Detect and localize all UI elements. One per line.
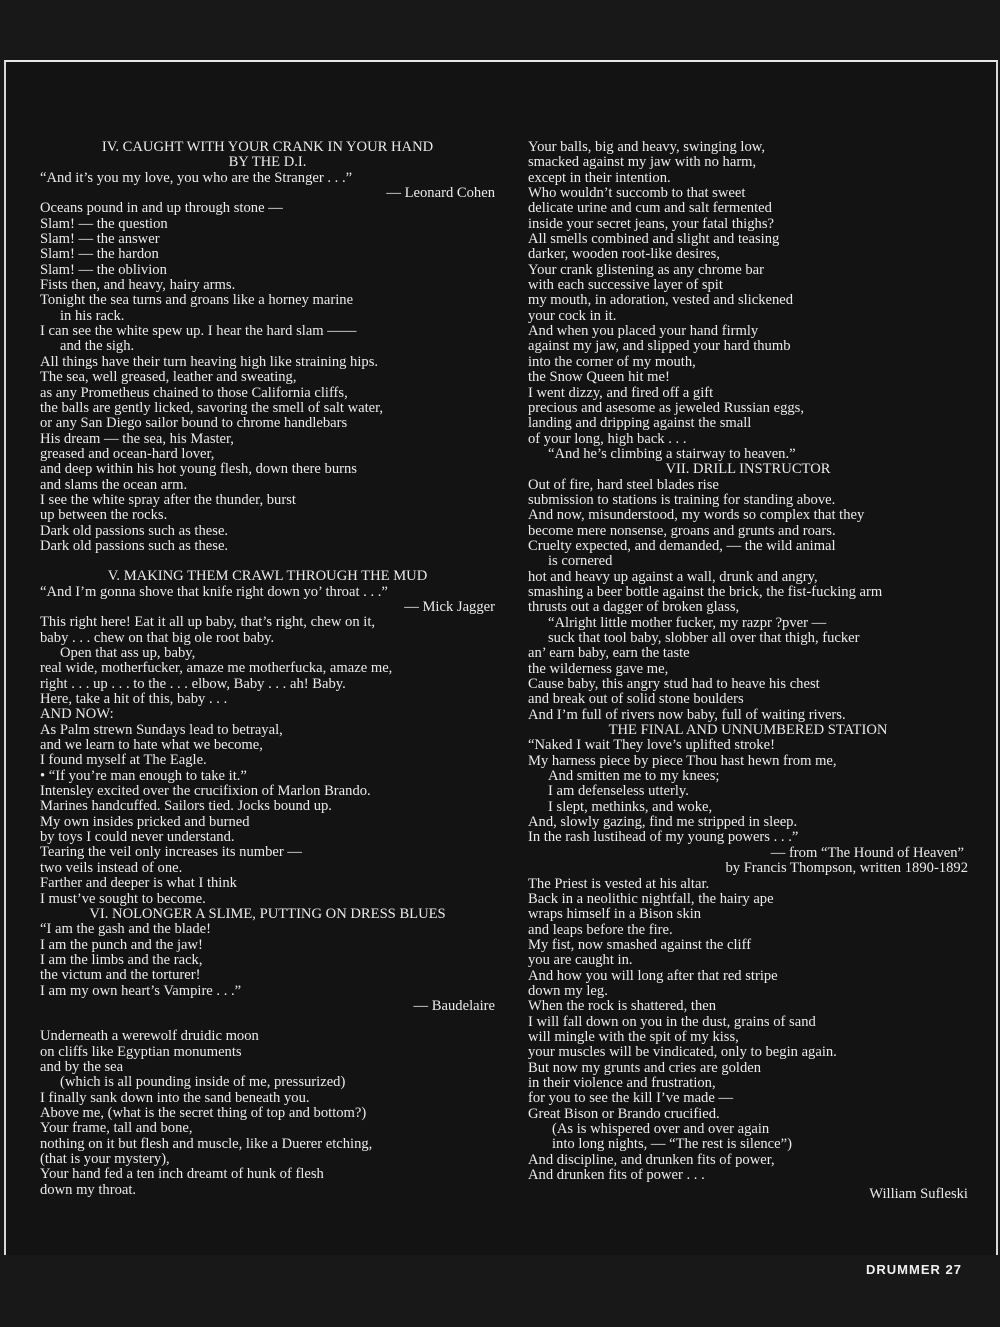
text-line: Tearing the veil only increases its number — xyxy=(40,844,302,861)
text-line: as any Prometheus chained to those California cliffs, xyxy=(40,384,348,401)
section-6 xyxy=(40,907,495,1198)
epigraph: “And I’m gonna shove that knife right down yo’ throat . . .” xyxy=(40,583,388,600)
text-line: your muscles will be vindicated, only to begin again. xyxy=(528,1044,837,1061)
section-7 xyxy=(528,462,968,723)
text-line: When the rock is shattered, then xyxy=(528,998,717,1015)
text-line: I can see the white spew up. I hear the hard slam —— xyxy=(40,323,357,340)
text-line: I finally sank down into the sand beneath you. xyxy=(40,1089,310,1106)
final-station xyxy=(528,723,968,1183)
text-line: become mere nonsense, groans and grunts and roars. xyxy=(528,522,836,539)
text-line: I must’ve sought to become. xyxy=(40,890,206,907)
epigraph-attribution: — Baudelaire xyxy=(413,997,495,1014)
text-line: All smells combined and slight and teasing xyxy=(528,231,780,248)
text-line: and the sigh. xyxy=(60,338,135,355)
text-line: the balls are gently licked, savoring the smell of salt water, xyxy=(40,399,384,416)
text-line: Slam! — the answer xyxy=(40,231,160,248)
poem-lines xyxy=(40,1029,495,1198)
text-line: This right here! Eat it all up baby, that’s right, chew on it, xyxy=(40,614,376,631)
section-heading: VI. NOLONGER A SLIME, PUTTING ON DRESS BLUES xyxy=(89,905,446,922)
text-line: precious and asesome as jeweled Russian eggs, xyxy=(528,399,804,416)
text-line: except in their intention. xyxy=(528,169,671,186)
section-heading: V. MAKING THEM CRAWL THROUGH THE MUD xyxy=(107,568,428,585)
text-line: Tonight the sea turns and groans like a horney marine xyxy=(40,292,354,309)
text-line: and leaps before the fire. xyxy=(528,921,673,938)
text-line: my mouth, in adoration, vested and slickened xyxy=(528,292,794,309)
section-4 xyxy=(40,140,495,554)
text-line: Oceans pound in and up through stone — xyxy=(40,200,283,217)
text-line: Your frame, tall and bone, xyxy=(40,1120,193,1137)
section-6-continued xyxy=(528,140,968,462)
page-number: 27 xyxy=(945,1262,962,1277)
poem-lines xyxy=(528,877,968,1184)
text-line: up between the rocks. xyxy=(40,507,168,524)
epigraph xyxy=(40,922,495,999)
text-line: “Naked I wait They love’s uplifted stroke! xyxy=(528,737,775,754)
text-line: two veils instead of one. xyxy=(40,859,183,876)
poem-lines xyxy=(40,615,495,907)
text-line: Fists then, and heavy, hairy arms. xyxy=(40,277,236,294)
text-line: I am the punch and the jaw! xyxy=(40,936,203,953)
text-line: Slam! — the question xyxy=(40,215,168,232)
text-line: landing and dripping against the small xyxy=(528,415,752,432)
text-line: against my jaw, and slipped your hard thumb xyxy=(528,338,791,355)
text-line: Here, take a hit of this, baby . . . xyxy=(40,691,228,708)
text-line: Marines handcuffed. Sailors tied. Jocks bound up. xyxy=(40,798,332,815)
text-line: nothing on it but flesh and muscle, like a Duerer etching, xyxy=(40,1135,373,1152)
text-line: down my throat. xyxy=(40,1181,137,1198)
text-line: and by the sea xyxy=(40,1058,124,1075)
text-line: Open that ass up, baby, xyxy=(60,645,196,661)
text-line: In the rash lustihead of my young powers . . .” xyxy=(528,829,799,846)
section-5 xyxy=(40,569,495,907)
text-line: real wide, motherfucker, amaze me motherfucka, amaze me, xyxy=(40,660,393,677)
text-line: I went dizzy, and fired off a gift xyxy=(528,384,714,401)
text-line: you are caught in. xyxy=(528,952,633,969)
text-line: As Palm strewn Sundays lead to betrayal, xyxy=(40,721,283,738)
text-line: I am the limbs and the rack, xyxy=(40,951,203,968)
text-line: My harness piece by piece Thou hast hewn from me, xyxy=(528,752,837,769)
text-line: (As is whispered over and over again xyxy=(552,1121,770,1137)
text-line: And smitten me to my knees; xyxy=(548,768,720,785)
text-line: All things have their turn heaving high like straining hips. xyxy=(40,353,379,370)
epigraph-attribution-source: by Francis Thompson, written 1890-1892 xyxy=(725,860,968,877)
epigraph-attribution: — Mick Jagger xyxy=(404,598,495,615)
text-line: greased and ocean-hard lover, xyxy=(40,445,215,462)
text-line: Your crank glistening as any chrome bar xyxy=(528,261,765,278)
text-line: and we learn to hate what we become, xyxy=(40,737,263,754)
text-line: Great Bison or Brando crucified. xyxy=(528,1105,720,1122)
text-line: The Priest is vested at his altar. xyxy=(528,875,710,892)
text-line: Farther and deeper is what I think xyxy=(40,875,237,892)
text-line: The sea, well greased, leather and sweating, xyxy=(40,369,297,386)
text-line: or any San Diego sailor bound to chrome handlebars xyxy=(40,415,348,432)
section-heading: VII. DRILL INSTRUCTOR xyxy=(665,461,831,478)
text-line: Your hand fed a ten inch dreamt of hunk of flesh xyxy=(40,1166,324,1183)
section-heading-continued: BY THE D.I. xyxy=(228,154,307,171)
text-line: Back in a neolithic nightfall, the hairy ape xyxy=(528,890,774,907)
text-line: baby . . . chew on that big ole root baby. xyxy=(40,629,275,646)
text-line: Dark old passions such as these. xyxy=(40,522,229,539)
text-line: Slam! — the hardon xyxy=(40,246,159,263)
text-line: And drunken fits of power . . . xyxy=(528,1167,705,1184)
text-line: on cliffs like Egyptian monuments xyxy=(40,1043,242,1060)
epigraph: “And it’s you my love, you who are the Stranger . . .” xyxy=(40,169,353,186)
text-line: I will fall down on you in the dust, grains of sand xyxy=(528,1013,816,1030)
text-line: hot and heavy up against a wall, drunk and angry, xyxy=(528,568,818,585)
text-line: and slams the ocean arm. xyxy=(40,476,188,493)
text-line: is cornered xyxy=(548,553,613,570)
text-line: And how you will long after that red stripe xyxy=(528,967,778,984)
text-line: suck that tool baby, slobber all over that thigh, fucker xyxy=(548,630,860,646)
text-line: in their violence and frustration, xyxy=(528,1074,716,1091)
text-line: I am defenseless utterly. xyxy=(548,783,689,800)
text-line: by toys I could never understand. xyxy=(40,829,235,846)
text-line: And when you placed your hand firmly xyxy=(528,323,759,340)
text-line: into the corner of my mouth, xyxy=(528,353,696,370)
section-heading: THE FINAL AND UNNUMBERED STATION xyxy=(608,722,888,739)
text-line: Your balls, big and heavy, swinging low, xyxy=(528,139,766,155)
epigraph-attribution: — from “The Hound of Heaven” xyxy=(770,844,964,861)
text-line: His dream — the sea, his Master, xyxy=(40,430,234,447)
text-line: (that is your mystery), xyxy=(40,1151,170,1167)
text-line: “And he’s climbing a stairway to heaven.” xyxy=(548,445,796,462)
text-line: Out of fire, hard steel blades rise xyxy=(528,476,719,493)
text-line: your cock in it. xyxy=(528,307,617,324)
text-line: thrusts out a dagger of broken glass, xyxy=(528,599,740,616)
text-line: Cause baby, this angry stud had to heave his chest xyxy=(528,676,820,693)
text-line: in his rack. xyxy=(60,307,125,324)
text-line: and deep within his hot young flesh, down there burns xyxy=(40,461,357,478)
text-line: for you to see the kill I’ve made — xyxy=(528,1090,734,1107)
text-line: smacked against my jaw with no harm, xyxy=(528,154,757,171)
text-line: I slept, methinks, and woke, xyxy=(548,798,713,815)
text-line: smashing a beer bottle against the brick, the fist-fucking arm xyxy=(528,583,883,600)
text-line: I found myself at The Eagle. xyxy=(40,752,207,769)
section-heading: IV. CAUGHT WITH YOUR CRANK IN YOUR HAND xyxy=(101,139,434,155)
text-line: “I am the gash and the blade! xyxy=(40,921,211,938)
text-line: down my leg. xyxy=(528,982,608,999)
epigraph-attribution: — Leonard Cohen xyxy=(386,185,495,202)
text-line: Intensley excited over the crucifixion of Marlon Brando. xyxy=(40,783,371,800)
page-footer xyxy=(866,1262,962,1277)
text-line: inside your secret jeans, your fatal thighs? xyxy=(528,215,774,232)
text-line: My own insides pricked and burned xyxy=(40,813,250,830)
text-line: will mingle with the spit of my kiss, xyxy=(528,1028,739,1045)
text-line: and break out of solid stone boulders xyxy=(528,691,744,708)
left-column xyxy=(40,140,495,1198)
text-line: into long nights, — “The rest is silence”) xyxy=(552,1136,792,1153)
poem-lines xyxy=(528,478,968,724)
text-line: the victum and the torturer! xyxy=(40,967,201,984)
text-line: an’ earn baby, earn the taste xyxy=(528,645,690,662)
text-line: And now, misunderstood, my words so complex that they xyxy=(528,507,865,524)
text-line: with each successive layer of spit xyxy=(528,277,723,294)
text-line: wraps himself in a Bison skin xyxy=(528,906,702,923)
text-line: • “If you’re man enough to take it.” xyxy=(40,767,247,784)
text-line: delicate urine and cum and salt fermented xyxy=(528,200,772,217)
text-line: I am my own heart’s Vampire . . .” xyxy=(40,982,242,999)
text-line: Cruelty expected, and demanded, — the wild animal xyxy=(528,537,836,554)
text-line: the Snow Queen hit me! xyxy=(528,369,670,386)
text-line: Dark old passions such as these. xyxy=(40,537,229,554)
magazine-name: DRUMMER xyxy=(866,1262,941,1277)
text-line: darker, wooden root-like desires, xyxy=(528,246,720,263)
text-line: And discipline, and drunken fits of power, xyxy=(528,1151,775,1168)
poem-lines xyxy=(40,201,495,554)
text-line: Who wouldn’t succomb to that sweet xyxy=(528,185,746,202)
text-line: right . . . up . . . to the . . . elbow, Baby . . . ah! Baby. xyxy=(40,675,346,692)
text-line: Slam! — the oblivion xyxy=(40,261,167,278)
epigraph xyxy=(528,738,968,845)
text-line: My fist, now smashed against the cliff xyxy=(528,936,752,953)
text-line: submission to stations is training for standing above. xyxy=(528,491,836,508)
text-line: I see the white spray after the thunder, burst xyxy=(40,491,296,508)
text-line: And, slowly gazing, find me stripped in sleep. xyxy=(528,814,798,831)
text-line: Above me, (what is the secret thing of top and bottom?) xyxy=(40,1104,367,1121)
text-line: But now my grunts and cries are golden xyxy=(528,1059,762,1076)
text-line: the wilderness gave me, xyxy=(528,660,669,677)
text-line: “Alright little mother fucker, my razpr ?pver — xyxy=(548,614,827,631)
text-line: Underneath a werewolf druidic moon xyxy=(40,1028,259,1045)
text-line: And I’m full of rivers now baby, full of waiting rivers. xyxy=(528,706,846,723)
right-column xyxy=(528,140,968,1203)
text-line: of your long, high back . . . xyxy=(528,430,687,447)
text-line: (which is all pounding inside of me, pressurized) xyxy=(60,1074,346,1091)
author-signature: William Sufleski xyxy=(869,1186,968,1203)
text-line: AND NOW: xyxy=(40,706,114,723)
